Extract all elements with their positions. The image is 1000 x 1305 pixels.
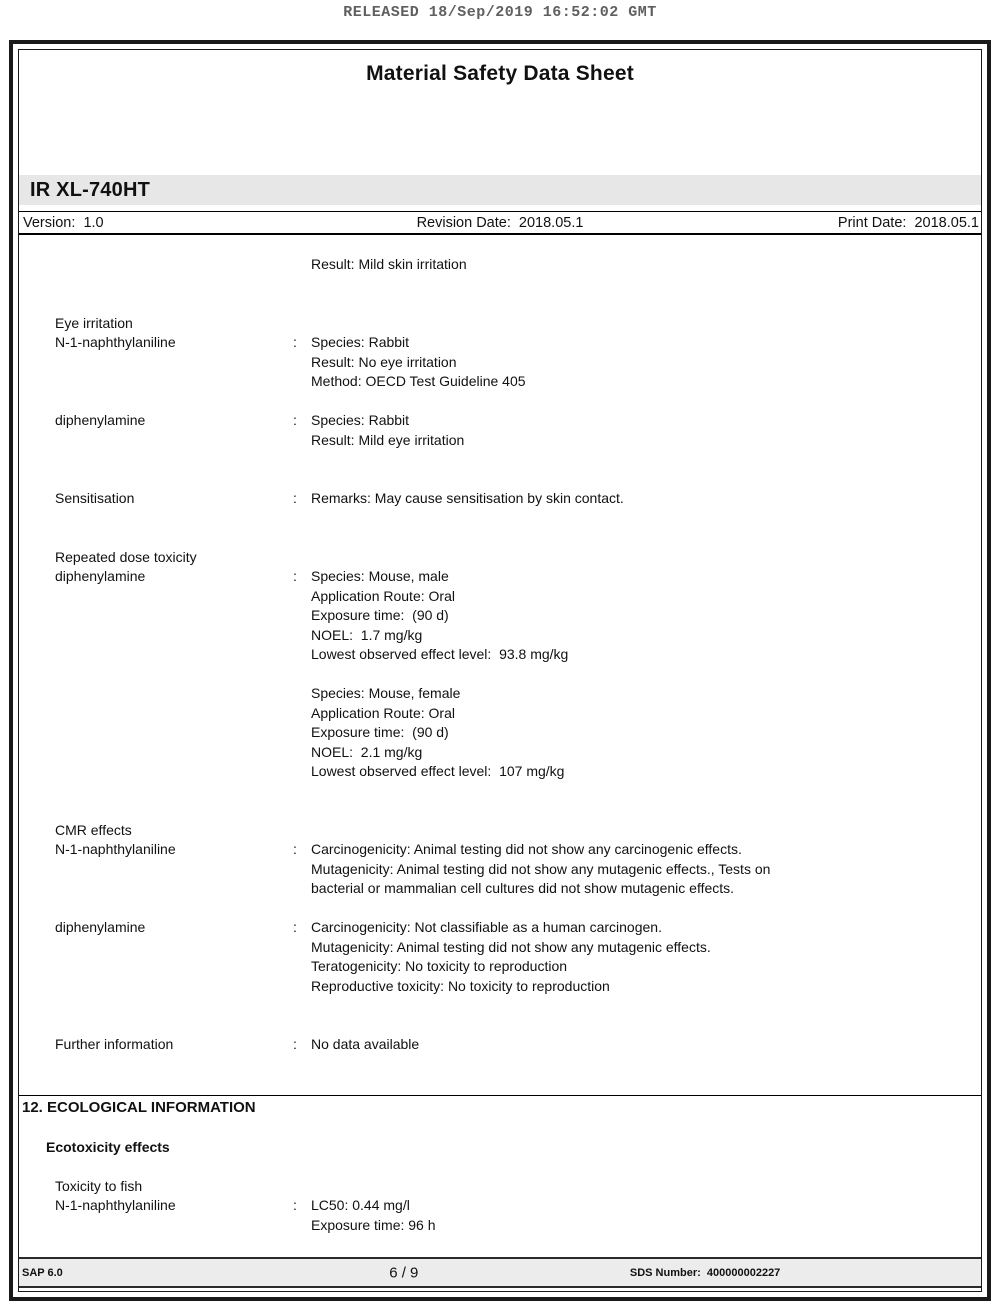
entry-value-line: Lowest observed effect level: 93.8 mg/kg	[311, 646, 569, 662]
entry-colon: :	[293, 568, 297, 584]
blank-line	[19, 294, 981, 314]
version-field	[19, 215, 329, 231]
entry-value-line: Remarks: May cause sensitisation by skin contact.	[311, 490, 624, 506]
blank-line	[19, 801, 981, 821]
entry-colon: :	[293, 412, 297, 428]
ecology-entries	[19, 1177, 981, 1236]
entry-value	[311, 333, 981, 392]
entry-value	[311, 840, 981, 899]
entry-value-line: Result: Mild skin irritation	[311, 256, 467, 272]
entry-row	[19, 1035, 981, 1055]
entry-label: CMR effects	[55, 821, 132, 838]
blank-line	[19, 528, 981, 548]
entry-row	[19, 840, 981, 899]
entry-value-line: Species: Mouse, female	[311, 685, 461, 701]
entry-value-line: Species: Rabbit	[311, 334, 410, 350]
document-title: Material Safety Data Sheet	[366, 62, 634, 85]
meta-row	[19, 211, 981, 235]
entry-colon: :	[293, 490, 297, 506]
revision-date-label: Revision Date:	[416, 214, 511, 231]
entry-colon: :	[293, 841, 297, 857]
blank-line	[19, 782, 981, 802]
blank-line	[19, 996, 981, 1016]
entry-value-line: Exposure time: 96 h	[311, 1216, 436, 1233]
entry-label: Further information	[55, 1036, 174, 1052]
entry-value-line: Mutagenicity: Animal testing did not show any mutagenic effects., Tests on	[311, 860, 771, 877]
ecotoxicity-subheading: Ecotoxicity effects	[46, 1138, 170, 1155]
print-date-value: 2018.05.1	[914, 214, 979, 231]
entry-row	[19, 548, 981, 568]
entry-value	[311, 489, 981, 509]
entry-row	[19, 255, 981, 275]
entry-value-line: NOEL: 2.1 mg/kg	[311, 743, 423, 760]
product-name-bar	[19, 175, 981, 205]
sds-number-label: SDS Number:	[629, 1266, 701, 1279]
entry-row	[19, 1177, 981, 1197]
print-date-field	[671, 215, 981, 231]
entry-value-line: Method: OECD Test Guideline 405	[311, 373, 526, 389]
blank-line	[19, 509, 981, 529]
entry-row	[19, 821, 981, 841]
entry-value-line: Exposure time: (90 d)	[311, 724, 449, 740]
section-12-heading: 12. ECOLOGICAL INFORMATION	[22, 1098, 256, 1116]
entry-value-line: No data available	[311, 1036, 420, 1052]
entry-value-line: Application Route: Oral	[311, 587, 455, 604]
entry-label: N-1-naphthylaniline	[55, 841, 176, 857]
revision-date-spacer	[511, 215, 519, 231]
footer-system: SAP 6.0	[22, 1266, 63, 1279]
entry-value-line: Application Route: Oral	[311, 704, 455, 721]
entry-row	[19, 333, 981, 392]
blank-line	[19, 470, 981, 490]
blank-line	[19, 450, 981, 470]
footer-page-number: 6 / 9	[389, 1264, 419, 1281]
entry-value-line: LC50: 0.44 mg/l	[311, 1197, 410, 1213]
entry-label: Eye irritation	[55, 314, 133, 331]
entry-value-line: NOEL: 1.7 mg/kg	[311, 626, 423, 643]
entry-label: Repeated dose toxicity	[55, 548, 197, 565]
entry-label: diphenylamine	[55, 412, 146, 428]
entry-row	[19, 314, 981, 334]
product-name: IR XL-740HT	[30, 178, 151, 201]
document-page	[9, 40, 991, 1301]
entry-colon: :	[293, 1036, 297, 1052]
entry-label: N-1-naphthylaniline	[55, 1197, 176, 1213]
entry-value-line: Carcinogenicity: Not classifiable as a human carcinogen.	[311, 919, 662, 935]
entry-value	[311, 411, 981, 450]
entry-value-line: Reproductive toxicity: No toxicity to reproduction	[311, 977, 610, 994]
entry-colon: :	[293, 334, 297, 350]
blank-line	[19, 392, 981, 412]
entry-colon: :	[293, 1197, 297, 1213]
entry-row	[19, 1196, 981, 1235]
entry-value	[311, 918, 981, 996]
entry-value-line: Result: No eye irritation	[311, 353, 457, 370]
sds-number-value: 400000002227	[706, 1266, 781, 1279]
entry-row	[19, 918, 981, 996]
entry-colon: :	[293, 919, 297, 935]
entry-value-line: Species: Mouse, male	[311, 568, 449, 584]
footer-bar	[19, 1257, 981, 1288]
revision-date-field	[329, 215, 671, 231]
entry-row	[19, 411, 981, 450]
entry-label: Toxicity to fish	[55, 1177, 143, 1194]
entry-value	[311, 255, 981, 275]
entry-value	[311, 567, 981, 782]
release-stamp: RELEASED 18/Sep/2019 16:52:02 GMT	[343, 4, 657, 21]
entry-value	[311, 1035, 981, 1055]
entry-label: Sensitisation	[55, 490, 135, 506]
entry-label: N-1-naphthylaniline	[55, 334, 176, 350]
blank-line	[19, 275, 981, 295]
entry-value	[311, 1196, 981, 1235]
version-value: 1.0	[83, 214, 104, 231]
document-page-inner	[18, 49, 982, 1292]
entry-value-line: Exposure time: (90 d)	[311, 607, 449, 623]
entry-value-line: Carcinogenicity: Animal testing did not show any carcinogenic effects.	[311, 841, 742, 857]
blank-line	[19, 899, 981, 919]
revision-date-value: 2018.05.1	[518, 214, 584, 231]
entry-value-line: Mutagenicity: Animal testing did not show any mutagenic effects.	[311, 938, 711, 955]
document-body	[19, 235, 981, 1235]
entry-row	[19, 489, 981, 509]
entry-value-line: Teratogenicity: No toxicity to reproduction	[311, 958, 568, 974]
entry-value-line	[311, 665, 981, 685]
entry-value-line: Result: Mild eye irritation	[311, 431, 465, 448]
entry-label: diphenylamine	[55, 568, 146, 584]
print-date-label: Print Date:	[837, 214, 907, 231]
entry-label: diphenylamine	[55, 919, 146, 935]
blank-line	[19, 1016, 981, 1036]
version-label: Version:	[23, 214, 76, 231]
toxicology-entries	[19, 255, 981, 1055]
footer-sds-number	[630, 1267, 780, 1279]
footer-inner	[19, 1259, 981, 1286]
entry-value-line: bacterial or mammalian cell cultures did not show mutagenic effects.	[311, 880, 735, 896]
entry-value-line: Species: Rabbit	[311, 412, 410, 428]
entry-row	[19, 567, 981, 782]
entry-value-line: Lowest observed effect level: 107 mg/kg	[311, 763, 565, 779]
